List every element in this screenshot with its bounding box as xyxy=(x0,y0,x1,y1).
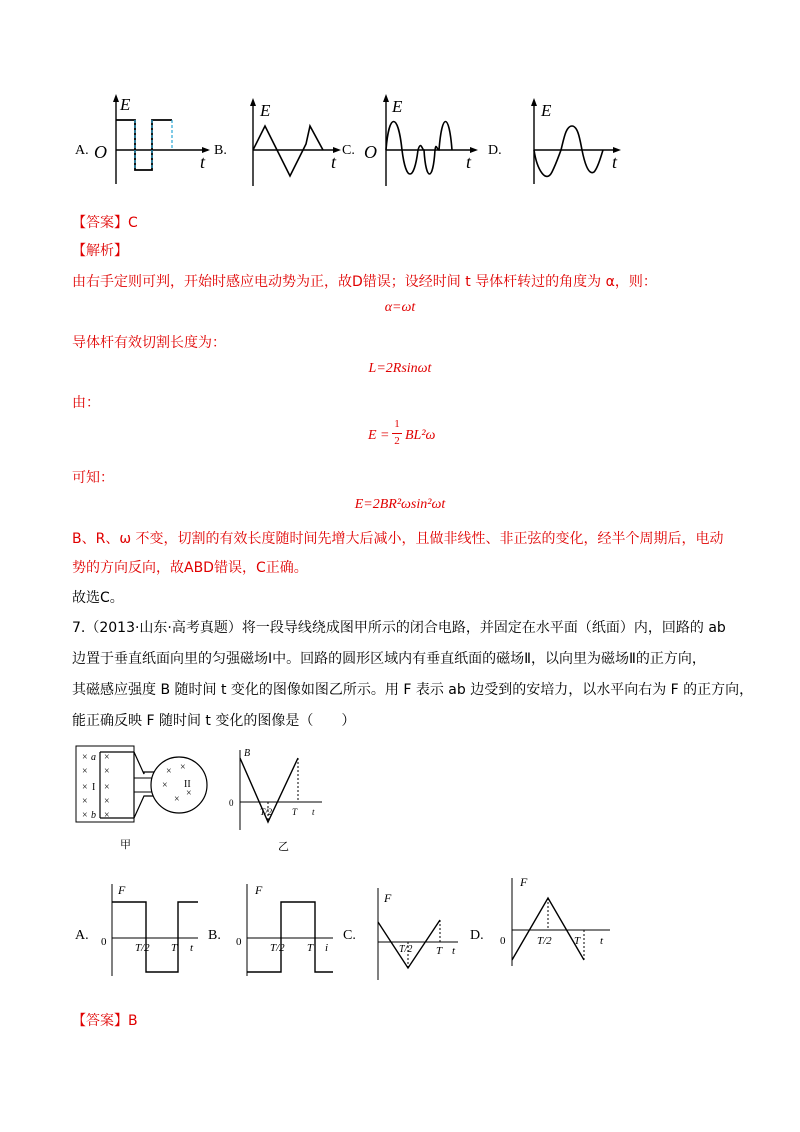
figure-yi-graph xyxy=(226,744,326,854)
svg-text:×: × xyxy=(186,788,192,799)
axis-t-label: t xyxy=(190,942,194,954)
half-t-label: T/2 xyxy=(260,807,273,817)
axis-f-label: F xyxy=(118,883,126,897)
y-axis-arrow xyxy=(531,98,537,106)
zero-label: 0 xyxy=(229,798,234,808)
question-7-line-2: 边置于垂直纸面向里的匀强磁场Ⅰ中。回路的圆形区域内有垂直纸面的磁场Ⅱ，以向里为磁场Ⅱ的正方向， xyxy=(72,651,706,667)
svg-text:×: × xyxy=(104,782,110,793)
svg-text:×: × xyxy=(82,810,88,821)
figure-yi-caption: 乙 xyxy=(278,841,289,853)
pulse-wave xyxy=(386,122,452,175)
half-t-label: T/2 xyxy=(399,944,413,955)
q7-option-a-label: A. xyxy=(75,928,89,943)
label-b: b xyxy=(91,810,96,821)
analysis-heading: 【解析】 xyxy=(72,243,128,259)
answer-2 xyxy=(72,1010,138,1030)
y-axis-arrow xyxy=(113,94,119,102)
svg-text:×: × xyxy=(162,780,168,791)
analysis-line-3: 由： xyxy=(72,395,100,411)
full-t-label: T xyxy=(292,807,298,817)
equation-2: L=2Rsinωt xyxy=(368,361,432,376)
option-a-graph xyxy=(90,92,210,187)
axis-e-label: E xyxy=(392,97,403,116)
q7-option-b-label: B. xyxy=(208,928,221,943)
f-curve xyxy=(112,902,198,972)
svg-text:×: × xyxy=(82,766,88,777)
option-d-graph xyxy=(508,96,623,188)
f-curve xyxy=(247,902,333,972)
q7-option-a-graph xyxy=(98,878,206,978)
fraction-bar xyxy=(392,433,402,434)
half-t-label: T/2 xyxy=(135,942,150,954)
origin-label: O xyxy=(364,142,377,162)
option-c-graph xyxy=(360,92,480,188)
svg-text:×: × xyxy=(104,752,110,763)
option-b-graph xyxy=(228,96,343,188)
svg-text:×: × xyxy=(104,796,110,807)
label-field-1: I xyxy=(92,782,96,793)
question-7-line-1: 7.（2013·山东·高考真题）将一段导线绕成图甲所示的闭合电路，并固定在水平面（纸面）内，回路的 ab xyxy=(72,620,726,636)
triangle-wave xyxy=(253,126,323,176)
fraction-denominator: 2 xyxy=(394,435,400,447)
square-wave xyxy=(116,120,172,170)
svg-text:×: × xyxy=(82,796,88,807)
zero-label: 0 xyxy=(101,936,107,948)
svg-text:×: × xyxy=(180,762,186,773)
figure-jia-caption: 甲 xyxy=(120,839,131,851)
label-a: a xyxy=(91,752,96,763)
y-axis-arrow xyxy=(383,94,389,102)
figure-jia-circuit xyxy=(74,744,224,854)
label-field-2: II xyxy=(184,779,191,790)
question-7-line-3: 其磁感应强度 B 随时间 t 变化的图像如图乙所示。用 F 表示 ab 边受到的安培力，以水平向右为 F 的正方向， xyxy=(72,682,754,698)
full-t-label: T xyxy=(171,942,178,954)
analysis-line-2: 导体杆有效切割长度为： xyxy=(72,335,226,351)
analysis-line-4: 可知： xyxy=(72,470,114,486)
q7-option-d-label: D. xyxy=(470,928,484,943)
answer-1-text: 【答案】C xyxy=(72,215,138,231)
fraction-numerator: 1 xyxy=(394,418,400,430)
sine-wave xyxy=(534,126,603,176)
axis-t-label: t xyxy=(312,807,315,817)
full-t-label: T xyxy=(574,935,581,947)
zero-label: 0 xyxy=(500,935,506,947)
analysis-line-1: 由右手定则可判，开始时感应电动势为正，故D错误；设经时间 t 导体杆转过的角度为 α，则： xyxy=(72,274,657,290)
equation-4: E=2BR²ωsin²ωt xyxy=(354,497,446,512)
axis-t-label: t xyxy=(612,152,618,172)
x-axis-arrow xyxy=(470,147,478,153)
y-axis-arrow xyxy=(250,98,256,106)
zero-label: 0 xyxy=(236,936,242,948)
conclusion: 故选C。 xyxy=(72,590,124,606)
axis-e-label: E xyxy=(120,95,131,114)
option-d-label: D. xyxy=(488,143,502,158)
svg-text:×: × xyxy=(104,766,110,777)
origin-label: O xyxy=(94,142,107,162)
axis-f-label: F xyxy=(520,875,528,889)
full-t-label: T xyxy=(436,945,443,957)
equation-3-rhs: BL²ω xyxy=(405,428,436,443)
axis-b-label: B xyxy=(244,748,251,759)
axis-t-label: i xyxy=(325,942,329,954)
option-b-label: B. xyxy=(214,143,227,158)
q7-option-c-label: C. xyxy=(343,928,356,943)
option-a-label: A. xyxy=(75,143,89,158)
axis-f-label: F xyxy=(384,891,392,905)
axis-e-label: E xyxy=(260,101,271,120)
axis-t-label: t xyxy=(331,152,337,172)
axis-t-label: t xyxy=(452,945,456,957)
svg-text:×: × xyxy=(166,766,172,777)
half-t-label: T/2 xyxy=(537,935,552,947)
question-7-line-4: 能正确反映 F 随时间 t 变化的图像是（ ） xyxy=(72,713,356,729)
full-t-label: T xyxy=(307,942,314,954)
equation-3 xyxy=(368,418,488,454)
axis-t-label: t xyxy=(600,935,604,947)
q7-option-b-graph xyxy=(233,878,341,978)
analysis-line-5: B、R、ω 不变，切割的有效长度随时间先增大后减小，且做非线性、非正弦的变化，经半个周期后，电动 xyxy=(72,531,724,547)
option-c-label: C. xyxy=(342,143,355,158)
axis-f-label: F xyxy=(255,883,263,897)
axis-t-label: t xyxy=(466,152,472,172)
axis-e-label: E xyxy=(541,101,552,120)
answer-1 xyxy=(72,212,138,232)
half-t-label: T/2 xyxy=(270,942,285,954)
analysis-line-6: 势的方向反向，故ABD错误，C正确。 xyxy=(72,560,308,576)
svg-text:×: × xyxy=(82,782,88,793)
svg-text:×: × xyxy=(174,794,180,805)
equation-3-lhs: E = xyxy=(368,428,390,443)
axis-t-label: t xyxy=(200,152,206,172)
equation-1: α=ωt xyxy=(384,300,416,315)
svg-text:×: × xyxy=(104,810,110,821)
q7-option-c-graph xyxy=(366,878,466,982)
answer-2-text: 【答案】B xyxy=(72,1013,138,1029)
svg-text:×: × xyxy=(82,752,88,763)
q7-option-d-graph xyxy=(496,872,614,968)
